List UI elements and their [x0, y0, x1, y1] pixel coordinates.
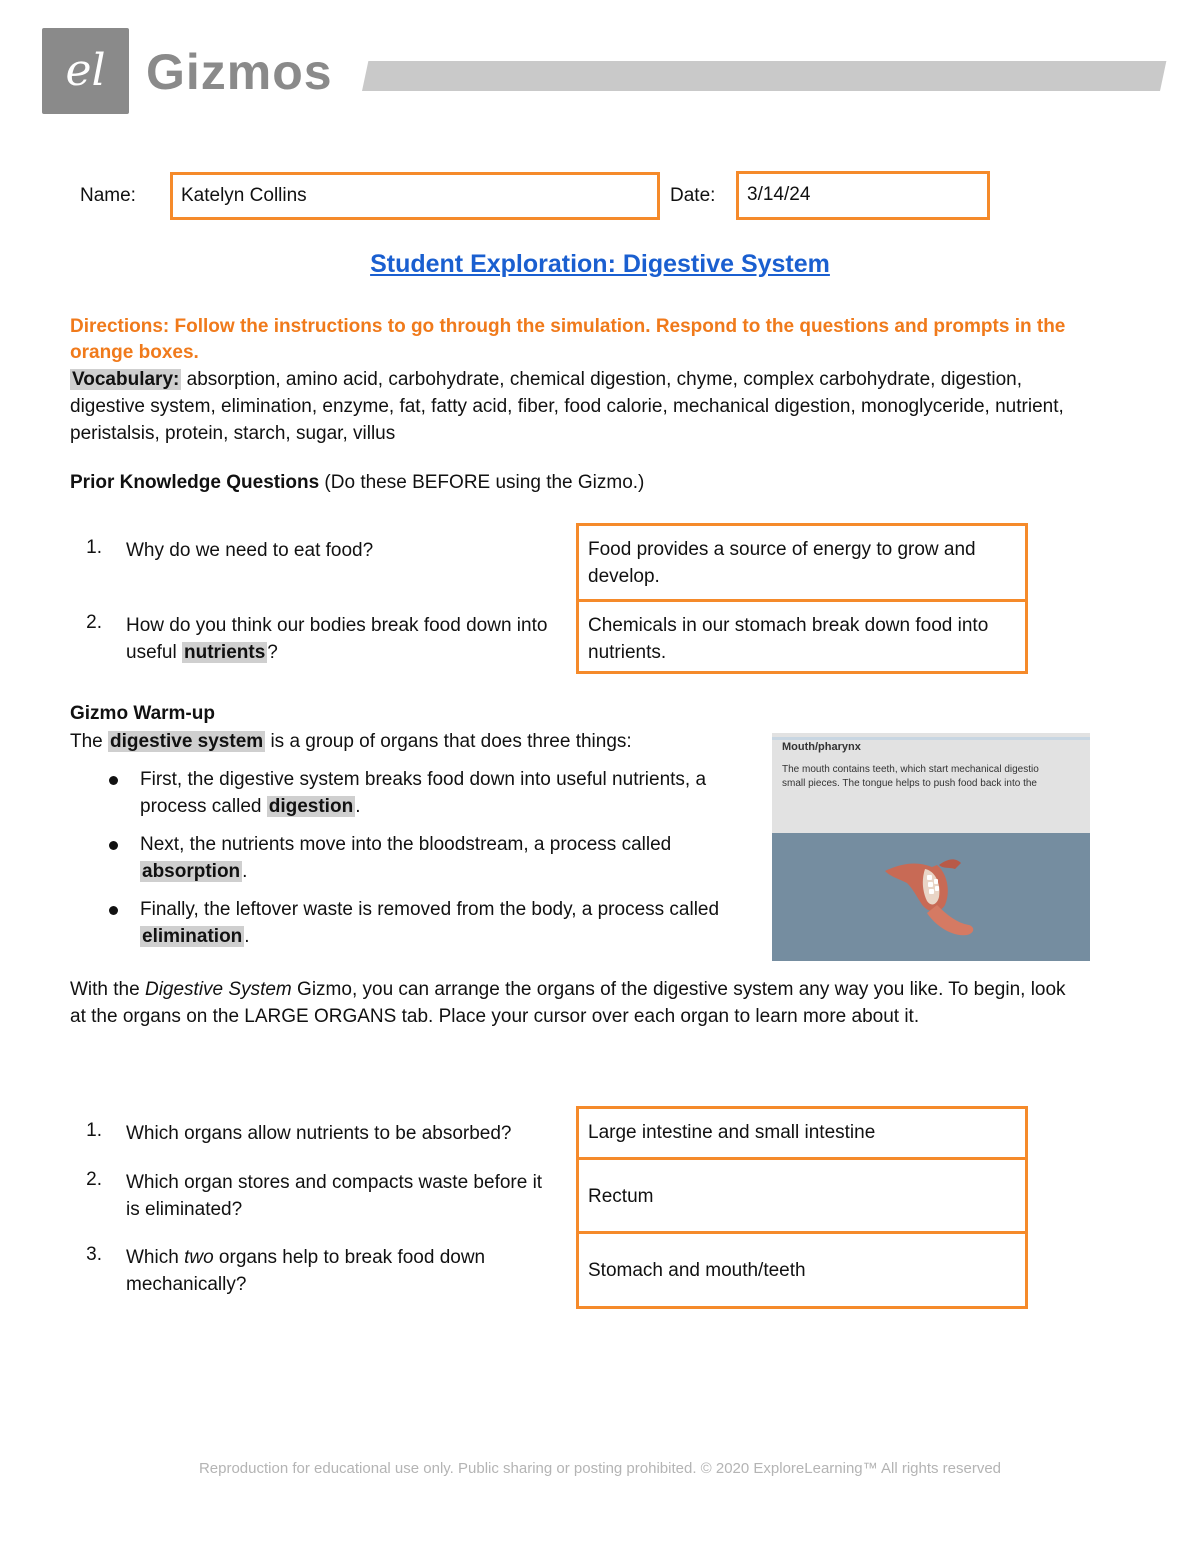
warmup-q1-text: Which organs allow nutrients to be absorbed?	[126, 1123, 512, 1144]
answer-divider	[579, 1157, 1025, 1160]
name-field[interactable]: Katelyn Collins	[170, 172, 660, 220]
warmup-intro-keyword: digestive system	[110, 731, 264, 752]
instructions-text-a: With the	[70, 979, 145, 1000]
bullet-dot	[109, 906, 118, 915]
explorelearning-logo	[42, 28, 129, 114]
warmup-q2-number: 2.	[86, 1169, 102, 1190]
bullet-3-text: Finally, the leftover waste is removed from the body, a process called	[140, 899, 720, 920]
warmup-q3-text-b: organs help to break food down mechanically?	[126, 1247, 486, 1295]
prior-answer-table	[576, 523, 1028, 674]
warmup-answer-1[interactable]: Large intestine and small intestine	[588, 1122, 876, 1143]
instructions-gizmo-name: Digestive System	[144, 979, 292, 1000]
screenshot-desc-line-2: small pieces. The tongue helps to push food back into the	[782, 778, 1037, 789]
warmup-heading: Gizmo Warm-up	[70, 703, 215, 724]
warmup-q1-number: 1.	[86, 1120, 102, 1141]
prior-q1-text: Why do we need to eat food?	[126, 540, 374, 561]
copyright-footer: Reproduction for educational use only. Public sharing or posting prohibited. © 2020 ExploreLearning™ All rights reserved	[198, 1460, 1002, 1477]
instructions-text-b: Gizmo, you can arrange the organs of the digestive system any way you like. To begin, look at the organs on the LARGE ORGANS tab. Place your cursor over each organ to learn more about it.	[70, 979, 1066, 1027]
prior-answer-1[interactable]: Food provides a source of energy to grow and develop.	[588, 539, 976, 587]
prior-q2-text-a: How do you think our bodies break food down into useful	[126, 615, 548, 663]
bullet-1-end: .	[355, 796, 361, 817]
warmup-q3-emphasis: two	[184, 1247, 214, 1268]
bullet-2-keyword: absorption	[142, 861, 241, 882]
logo-glyph: el	[65, 45, 106, 96]
directions-text: Directions: Follow the instructions to go through the simulation. Respond to the questions and prompts in the orange boxes.	[70, 316, 1066, 363]
date-label: Date:	[670, 185, 716, 206]
bullet-3-keyword: elimination	[142, 926, 243, 947]
warmup-q2-text: Which organ stores and compacts waste before it is eliminated?	[126, 1172, 543, 1220]
bullet-digestion	[140, 766, 750, 820]
warmup-intro-a: The	[70, 731, 109, 752]
warmup-answer-2[interactable]: Rectum	[588, 1186, 654, 1207]
vocabulary-list: absorption, amino acid, carbohydrate, chemical digestion, chyme, complex carbohydrate, digestion, digestive system, elimination, enzyme, fat, fatty acid, fiber, food calorie, mechanical digestion, monoglyceride, nutrient, peristalsis, protein, starch, sugar, villus	[70, 369, 1064, 444]
prior-knowledge-note: (Do these BEFORE using the Gizmo.)	[319, 472, 645, 493]
screenshot-title: Mouth/pharynx	[782, 741, 861, 753]
warmup-intro	[70, 728, 632, 755]
warmup-q3-text	[126, 1244, 546, 1298]
prior-q2-text-b: ?	[267, 642, 278, 663]
screenshot-desc-line-1: The mouth contains teeth, which start mechanical digestio	[782, 764, 1039, 775]
prior-q2-keyword: nutrients	[183, 642, 266, 663]
bullet-elimination	[140, 896, 750, 950]
warmup-q3-text-a: Which	[126, 1247, 185, 1268]
bullet-dot	[109, 841, 118, 850]
prior-q2-text	[126, 612, 571, 666]
name-label: Name:	[80, 185, 136, 206]
page-title: Student Exploration: Digestive System	[370, 250, 830, 278]
screenshot-top-line	[772, 737, 1090, 740]
gizmo-screenshot	[772, 733, 1090, 961]
bullet-1-keyword: digestion	[268, 796, 354, 817]
warmup-answer-3[interactable]: Stomach and mouth/teeth	[588, 1260, 806, 1281]
header-bar	[362, 61, 1166, 91]
prior-q1-number: 1.	[86, 537, 102, 558]
bullet-2-end: .	[242, 861, 248, 882]
mouth-illustration	[877, 853, 987, 948]
bullet-1-text: First, the digestive system breaks food down into useful nutrients, a process called	[140, 769, 707, 817]
prior-answer-2[interactable]: Chemicals in our stomach break down food into nutrients.	[588, 615, 989, 663]
screenshot-description	[782, 763, 1090, 791]
date-field[interactable]: 3/14/24	[736, 171, 990, 220]
prior-knowledge-title: Prior Knowledge Questions	[70, 472, 320, 493]
bullet-absorption	[140, 831, 750, 885]
vocabulary	[70, 366, 1090, 447]
bullet-2-text: Next, the nutrients move into the bloodstream, a process called	[140, 834, 672, 855]
screenshot-info-area	[772, 733, 1090, 833]
warmup-answer-table	[576, 1106, 1028, 1309]
gizmos-brand: Gizmos	[146, 44, 333, 100]
bullet-3-end: .	[244, 926, 250, 947]
prior-q2-number: 2.	[86, 612, 102, 633]
answer-divider	[579, 1231, 1025, 1234]
bullet-dot	[109, 776, 118, 785]
warmup-q3-number: 3.	[86, 1244, 102, 1265]
warmup-intro-b: is a group of organs that does three things:	[265, 731, 632, 752]
vocabulary-label: Vocabulary:	[72, 369, 180, 390]
gizmo-instructions	[70, 976, 1080, 1030]
prior-knowledge-heading	[70, 472, 644, 494]
